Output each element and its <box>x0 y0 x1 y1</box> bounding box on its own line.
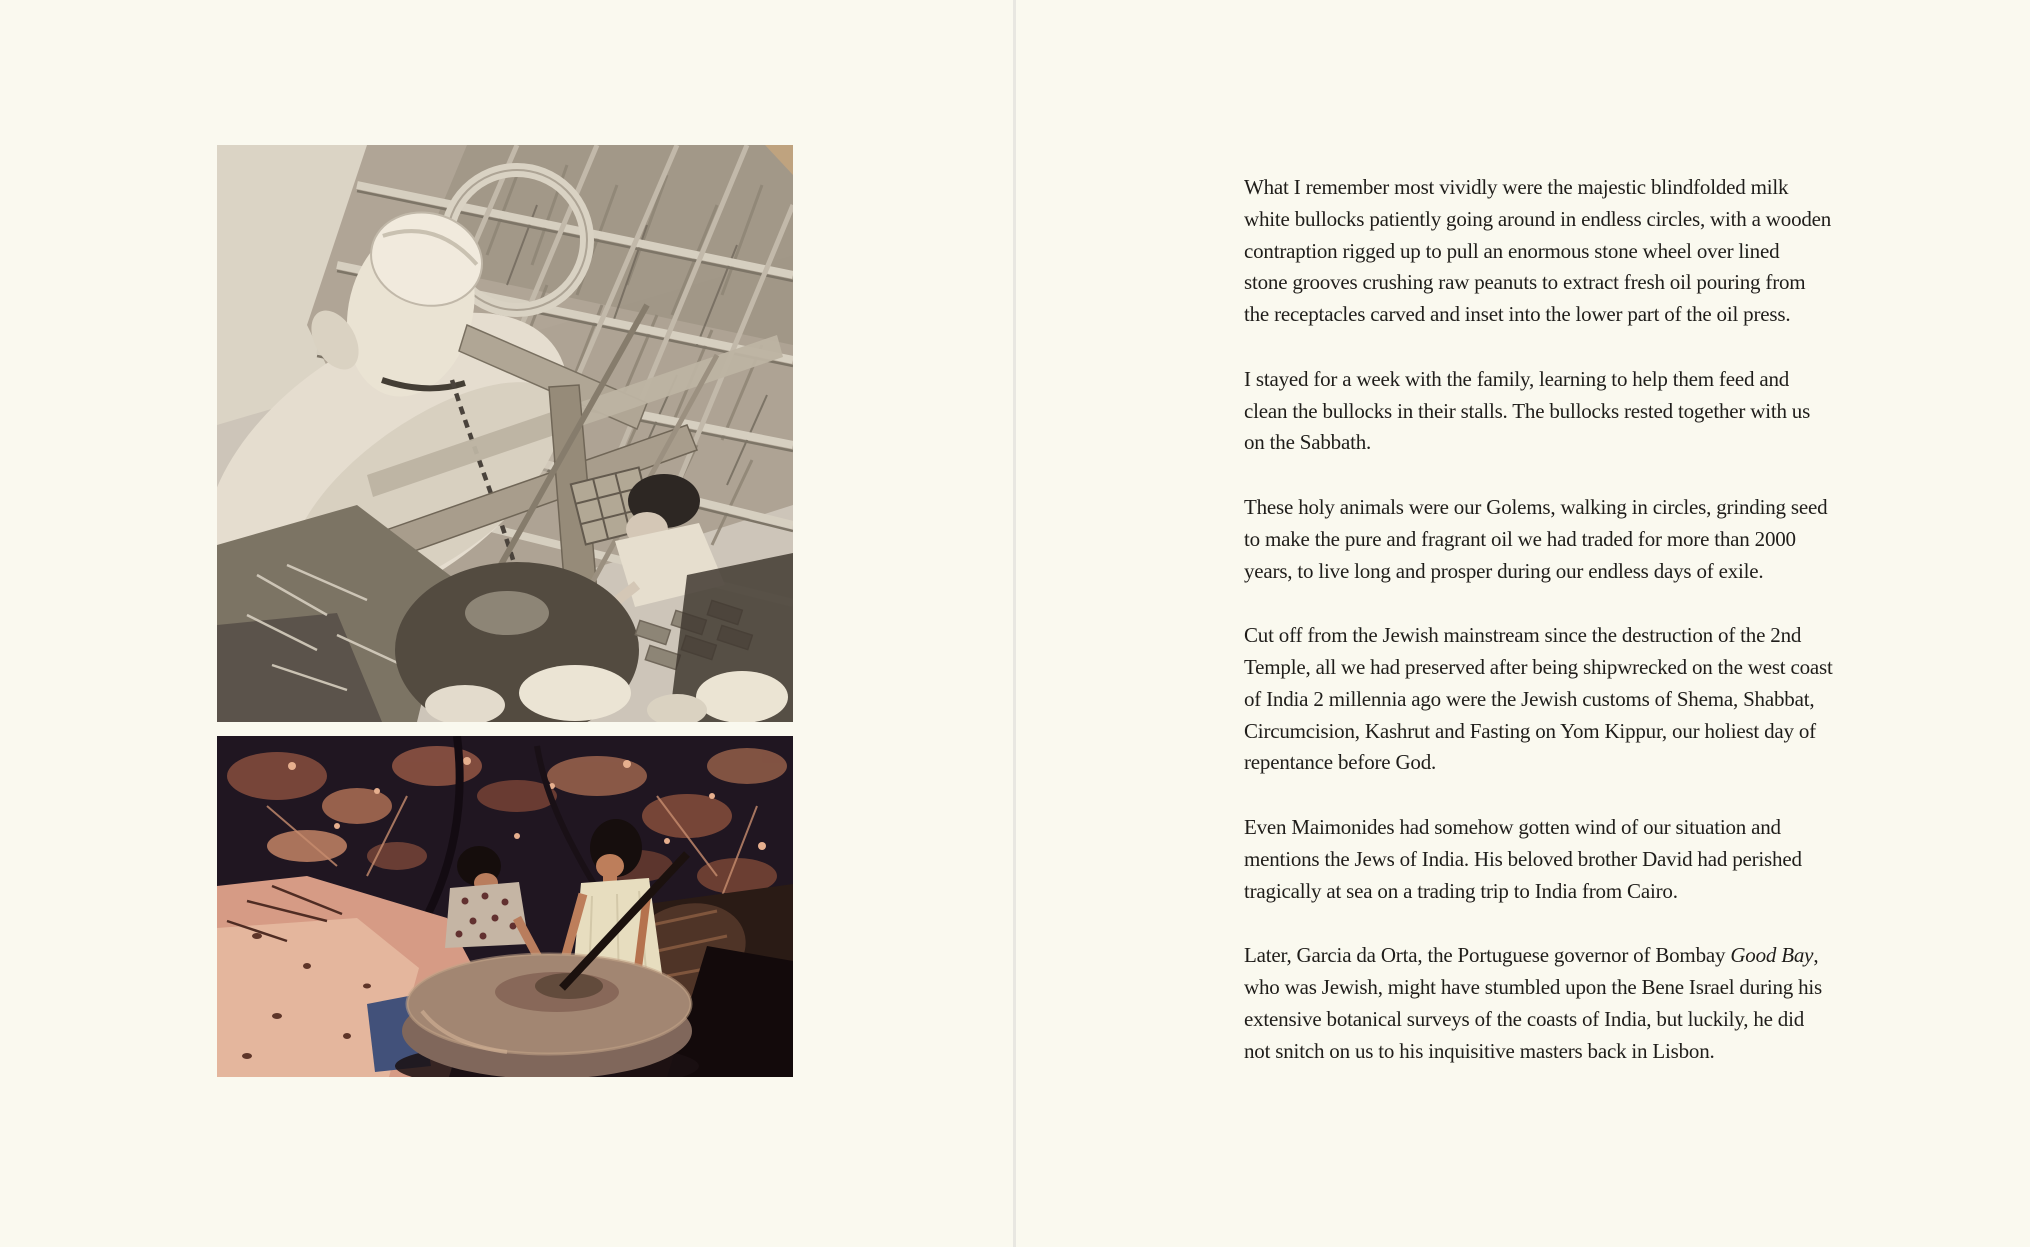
text-line: of India 2 millennia ago were the Jewish customs of Shema, Shabbat, <box>1244 686 1815 711</box>
text-line <box>1244 940 1964 972</box>
text-line: clean the bullocks in their stalls. The bullocks rested together with us <box>1244 398 1811 423</box>
memoir-text <box>1244 172 1964 1067</box>
text-line: tragically at sea on a trading trip to India from Cairo. <box>1244 878 1678 903</box>
paragraph-garcia-da-orta <box>1244 940 1964 1067</box>
text-line: What I remember most vividly were the majestic blindfolded milk <box>1244 175 1789 199</box>
text-line: Cut off from the Jewish mainstream since the destruction of the 2nd <box>1244 623 1802 648</box>
paragraph-stay <box>1244 364 1964 459</box>
text-line: Even Maimonides had somehow gotten wind of our situation and <box>1244 815 1781 839</box>
text-line: Circumcision, Kashrut and Fasting on Yom Kippur, our holiest day of <box>1244 718 1816 743</box>
text-line: to make the pure and fragrant oil we had traded for more than 2000 <box>1244 526 1796 551</box>
paragraph-golems <box>1244 492 1964 587</box>
grinding-stone-illustration <box>217 736 793 1077</box>
paragraph-oil-press <box>1244 172 1964 331</box>
text-line: on the Sabbath. <box>1244 430 1372 455</box>
text-line: years, to live long and prosper during our endless days of exile. <box>1244 558 1764 583</box>
text-line: contraption rigged up to pull an enormous stone wheel over lined <box>1244 238 1780 263</box>
text-line: extensive botanical surveys of the coasts of India, but luckily, he did <box>1244 1006 1805 1031</box>
text-line: repentance before God. <box>1244 750 1437 775</box>
oil-press-bullock-illustration <box>217 145 793 722</box>
italic-text-good-bay: Good Bay <box>1730 943 1814 968</box>
text-line: who was Jewish, might have stumbled upon the Bene Israel during his <box>1244 975 1823 999</box>
photo-grinding-stone <box>217 736 793 1077</box>
text-segment: , <box>1813 943 1819 968</box>
text-line: These holy animals were our Golems, walking in circles, grinding seed <box>1244 495 1828 519</box>
text-line: not snitch on us to his inquisitive masters back in Lisbon. <box>1244 1038 1715 1063</box>
photo-oil-press-bullock <box>217 145 793 722</box>
paragraph-customs <box>1244 620 1964 779</box>
text-line: the receptacles carved and inset into the lower part of the oil press. <box>1244 302 1791 326</box>
left-page <box>0 0 1013 1247</box>
text-line: white bullocks patiently going around in endless circles, with a wooden <box>1244 206 1832 231</box>
text-line: mentions the Jews of India. His beloved brother David had perished <box>1244 846 1802 871</box>
text-segment: Later, Garcia da Orta, the Portuguese governor of Bombay <box>1244 943 1731 968</box>
paragraph-maimonides <box>1244 812 1964 907</box>
text-line: stone grooves crushing raw peanuts to extract fresh oil pouring from <box>1244 270 1806 295</box>
right-page <box>1016 0 2030 1247</box>
text-line: Temple, all we had preserved after being shipwrecked on the west coast <box>1244 655 1833 679</box>
text-line: I stayed for a week with the family, learning to help them feed and <box>1244 366 1790 391</box>
